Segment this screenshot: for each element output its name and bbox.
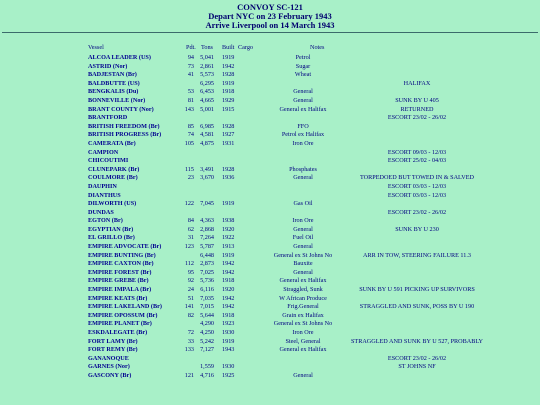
cargo-text: General ex St Johns No (273, 320, 333, 328)
built-year: 1928 (222, 71, 235, 79)
vessel-name: BADJESTAN (Br) (88, 71, 137, 79)
tons-value: 7,264 (200, 234, 214, 242)
pdt-value: 53 (187, 88, 194, 96)
vessel-name: CAMERATA (Br) (88, 139, 136, 147)
notes-text: STRAGGLED AND SUNK BY U 527, PROBABLY (350, 337, 484, 345)
built-year: 1938 (222, 217, 235, 225)
built-year: 1925 (222, 371, 235, 379)
pdt-value: 62 (187, 225, 194, 233)
vessel-name: FORT LAMY (Br) (88, 337, 138, 345)
built-year: 1919 (222, 200, 235, 208)
tons-value: 5,001 (200, 105, 214, 113)
cargo-text: W African Produce (279, 294, 327, 302)
pdt-value: 92 (187, 277, 194, 285)
cargo-text: Sugar (295, 62, 311, 70)
pdt-value: 115 (184, 165, 194, 173)
tons-value: 4,875 (200, 139, 214, 147)
vessel-name: EMPIRE ADVOCATE (Br) (88, 243, 162, 251)
tons-value: 5,787 (200, 243, 214, 251)
arrive-line: Arrive Liverpool on 14 March 1943 (205, 20, 335, 30)
built-year: 1919 (222, 337, 235, 345)
built-year: 1918 (222, 311, 235, 319)
vessel-name: BRITISH FREEDOM (Br) (88, 122, 160, 130)
built-year: 1919 (222, 79, 235, 87)
vessel-name: CHICOUTIMI (88, 157, 129, 165)
pdt-value: 33 (187, 337, 194, 345)
built-year: 1931 (222, 139, 235, 147)
cargo-text: General ex St Johns No (273, 251, 333, 259)
table-row (0, 338, 540, 347)
column-header-built: Built (222, 44, 235, 51)
built-year: 1943 (222, 346, 235, 354)
built-year: 1923 (222, 320, 235, 328)
vessel-name: COULMORE (Br) (88, 174, 138, 182)
tons-value: 5,736 (200, 277, 214, 285)
built-year: 1930 (222, 363, 235, 371)
notes-text: HALIFAX (403, 79, 431, 87)
vessel-name: EMPIRE OPOSSUM (Br) (88, 311, 158, 319)
tons-value: 7,035 (200, 294, 214, 302)
cargo-text: Straggled, Sunk (283, 286, 323, 294)
pdt-value: 41 (187, 71, 194, 79)
tons-value: 6,448 (200, 251, 214, 259)
column-header-pdt: Pdt. (186, 44, 196, 51)
tons-value: 5,242 (200, 337, 214, 345)
built-year: 1942 (222, 303, 235, 311)
notes-text: ESCORT 09/03 - 12/03 (387, 148, 447, 156)
table-row (0, 192, 540, 201)
vessel-name: EMPIRE KEATS (Br) (88, 294, 148, 302)
table-row (0, 234, 540, 243)
pdt-value: 51 (187, 294, 194, 302)
table-row (0, 174, 540, 183)
pdt-value: 73 (187, 62, 194, 70)
vessel-name: BENGKALIS (Du) (88, 88, 139, 96)
tons-value: 4,250 (200, 329, 214, 336)
vessel-name: FORT REMY (Br) (88, 346, 138, 354)
notes-text: ARR IN TOW, STEERING FAILURE 11.3 (363, 251, 471, 259)
built-year: 1918 (222, 277, 235, 285)
cargo-text: General (293, 225, 313, 233)
column-header-tons: Tons (201, 44, 213, 51)
built-year: 1919 (222, 54, 235, 61)
table-row (0, 252, 540, 261)
table-row (0, 329, 540, 338)
column-header-notes: Notes (310, 44, 325, 51)
table-row (0, 295, 540, 304)
table-row (0, 226, 540, 235)
tons-value: 3,670 (200, 174, 214, 182)
vessel-name: EMPIRE BUNTING (Br) (88, 251, 156, 259)
notes-text: TORPEDOED BUT TOWED IN & SALVED (360, 174, 474, 182)
vessel-name: GANANOQUE (88, 354, 129, 362)
vessel-name: CAMPION (88, 148, 119, 156)
vessel-name: ESKDALEGATE (Br) (88, 329, 148, 336)
pdt-value: 105 (184, 139, 194, 147)
pdt-value: 82 (187, 311, 194, 319)
table-row (0, 157, 540, 166)
built-year: 1928 (222, 165, 235, 173)
convoy-table (0, 54, 540, 381)
built-year: 1942 (222, 294, 235, 302)
vessel-name: EMPIRE IMPALA (Br) (88, 286, 152, 294)
notes-text: ESCORT 23/02 - 26/02 (387, 354, 447, 362)
built-year: 1920 (222, 286, 235, 294)
cargo-text: Gas Oil (293, 200, 313, 208)
cargo-text: Frig.General (287, 303, 319, 311)
table-row (0, 140, 540, 149)
table-row (0, 183, 540, 192)
tons-value: 4,581 (200, 131, 214, 139)
depart-line: Depart NYC on 23 February 1943 (208, 11, 332, 21)
table-row (0, 106, 540, 115)
vessel-name: EMPIRE CAXTON (Br) (88, 260, 154, 268)
built-year: 1942 (222, 62, 235, 70)
built-year: 1936 (222, 174, 235, 182)
table-row (0, 166, 540, 175)
vessel-name: EMPIRE GREBE (Br) (88, 277, 149, 285)
cargo-text: General (293, 243, 313, 251)
tons-value: 1,559 (200, 363, 214, 371)
cargo-text: Bauxite (293, 260, 313, 268)
built-year: 1919 (222, 251, 235, 259)
table-row (0, 63, 540, 72)
pdt-value: 72 (187, 329, 194, 336)
notes-text: STRAGGLED AND SUNK, POSS BY U 190 (359, 303, 475, 311)
cargo-text: General (293, 88, 313, 96)
vessel-name: BRITISH PROGRESS (Br) (88, 131, 162, 139)
tons-value: 4,716 (200, 371, 214, 379)
table-row (0, 355, 540, 364)
pdt-value: 133 (184, 346, 194, 354)
notes-text: ESCORT 03/03 - 12/03 (387, 191, 447, 199)
tons-value: 3,491 (200, 165, 214, 173)
tons-value: 6,116 (200, 286, 214, 294)
table-row (0, 80, 540, 89)
table-row (0, 131, 540, 140)
tons-value: 7,045 (200, 200, 214, 208)
vessel-name: EMPIRE LAKELAND (Br) (88, 303, 162, 311)
built-year: 1913 (222, 243, 235, 251)
vessel-name: BRANTFORD (88, 114, 128, 122)
table-row (0, 372, 540, 381)
cargo-text: Iron Ore (292, 217, 314, 225)
notes-text: ESCORT 23/02 - 26/02 (387, 114, 447, 122)
vessel-name: ALCOA LEADER (US) (88, 54, 151, 61)
built-year: 1929 (222, 96, 235, 104)
built-year: 1928 (222, 122, 235, 130)
cargo-text: Petrol (295, 54, 311, 61)
notes-text: SUNK BY U 405 (395, 96, 439, 104)
cargo-text: General ex Halifax (279, 277, 327, 285)
pdt-value: 84 (187, 217, 194, 225)
vessel-name: DUNDAS (88, 208, 114, 216)
notes-text: ESCORT 03/03 - 12/03 (387, 182, 447, 190)
pdt-value: 31 (187, 234, 194, 242)
column-header-cargo: Cargo (238, 44, 254, 51)
table-row (0, 123, 540, 132)
tons-value: 7,127 (200, 346, 214, 354)
pdt-value: 141 (184, 303, 194, 311)
table-row (0, 97, 540, 106)
notes-text: SUNK BY U 591 PICKING UP SURVIVORS (359, 286, 475, 294)
cargo-text: General (293, 371, 313, 379)
header-divider (2, 32, 538, 33)
pdt-value: 94 (187, 54, 194, 61)
vessel-name: EMPIRE PLANET (Br) (88, 320, 152, 328)
vessel-name: DILWORTH (US) (88, 200, 137, 208)
tons-value: 6,985 (200, 122, 214, 130)
table-row (0, 149, 540, 158)
cargo-text: General (293, 96, 313, 104)
tons-value: 7,025 (200, 268, 214, 276)
pdt-value: 85 (187, 122, 194, 130)
built-year: 1920 (222, 225, 235, 233)
pdt-value: 143 (184, 105, 194, 113)
built-year: 1915 (222, 105, 235, 113)
built-year: 1942 (222, 268, 235, 276)
pdt-value: 122 (184, 200, 194, 208)
table-row (0, 320, 540, 329)
table-row (0, 217, 540, 226)
table-row (0, 277, 540, 286)
pdt-value: 95 (187, 268, 194, 276)
vessel-name: EMPIRE FOREST (Br) (88, 268, 152, 276)
cargo-text: General ex Halifax (279, 105, 327, 113)
pdt-value: 121 (184, 371, 194, 379)
cargo-text: General (293, 268, 313, 276)
notes-text: ST JOHNS NF (398, 363, 436, 371)
pdt-value: 112 (184, 260, 194, 268)
vessel-name: EGYPTIAN (Br) (88, 225, 134, 233)
cargo-text: Wheat (294, 71, 312, 79)
tons-value: 2,868 (200, 225, 214, 233)
cargo-text: Phosphates (289, 165, 317, 173)
tons-value: 5,041 (200, 54, 214, 61)
cargo-text: Grain ex Halifax (282, 311, 324, 319)
table-row (0, 260, 540, 269)
table-row (0, 286, 540, 295)
cargo-text: Iron Ore (292, 329, 314, 336)
cargo-text: Petrol ex Halifax (281, 131, 325, 139)
notes-text: ESCORT 23/02 - 26/02 (387, 208, 447, 216)
table-row (0, 54, 540, 63)
tons-value: 6,295 (200, 79, 214, 87)
table-row (0, 303, 540, 312)
table-row (0, 346, 540, 355)
built-year: 1918 (222, 88, 235, 96)
tons-value: 7,015 (200, 303, 214, 311)
vessel-name: BONNEVILLE (Nor) (88, 96, 146, 104)
table-row (0, 200, 540, 209)
cargo-text: General ex Halifax (279, 346, 327, 354)
pdt-value: 74 (187, 131, 194, 139)
tons-value: 5,573 (200, 71, 214, 79)
cargo-text: General (293, 174, 313, 182)
built-year: 1927 (222, 131, 235, 139)
vessel-name: GARNES (Nor) (88, 363, 130, 371)
tons-value: 4,290 (200, 320, 214, 328)
vessel-name: EGTON (Br) (88, 217, 123, 225)
tons-value: 6,453 (200, 88, 214, 96)
pdt-value: 123 (184, 243, 194, 251)
table-row (0, 363, 540, 372)
cargo-text: Iron Ore (292, 139, 314, 147)
table-row (0, 71, 540, 80)
table-row (0, 114, 540, 123)
built-year: 1942 (222, 260, 235, 268)
table-row (0, 209, 540, 218)
notes-text: RETURNED (400, 105, 434, 113)
notes-text: ESCORT 25/02 - 04/03 (387, 157, 447, 165)
built-year: 1922 (222, 234, 235, 242)
cargo-text: FFO (297, 122, 309, 130)
vessel-name: DIANTHUS (88, 191, 121, 199)
table-row (0, 243, 540, 252)
tons-value: 4,665 (200, 96, 214, 104)
vessel-name: DAUPHIN (88, 182, 117, 190)
built-year: 1930 (222, 329, 235, 336)
column-header-vessel: Vessel (88, 44, 104, 51)
tons-value: 2,861 (200, 62, 214, 70)
cargo-text: Steel, General (285, 337, 321, 345)
vessel-name: EL GRILLO (Br) (88, 234, 135, 242)
vessel-name: GASCONY (Br) (88, 371, 132, 379)
tons-value: 5,644 (200, 311, 214, 319)
table-row (0, 88, 540, 97)
vessel-name: CLUNEPARK (Br) (88, 165, 140, 173)
table-row (0, 269, 540, 278)
pdt-value: 24 (187, 286, 194, 294)
notes-text: SUNK BY U 230 (395, 225, 439, 233)
tons-value: 4,363 (200, 217, 214, 225)
vessel-name: ASTRID (Nor) (88, 62, 128, 70)
pdt-value: 23 (187, 174, 194, 182)
vessel-name: BRANT COUNTY (Nor) (88, 105, 154, 113)
convoy-title: CONVOY SC-121 (237, 2, 303, 12)
table-row (0, 312, 540, 321)
vessel-name: BALDBUTTE (US) (88, 79, 140, 87)
pdt-value: 81 (187, 96, 194, 104)
tons-value: 2,873 (200, 260, 214, 268)
cargo-text: Fuel Oil (292, 234, 314, 242)
